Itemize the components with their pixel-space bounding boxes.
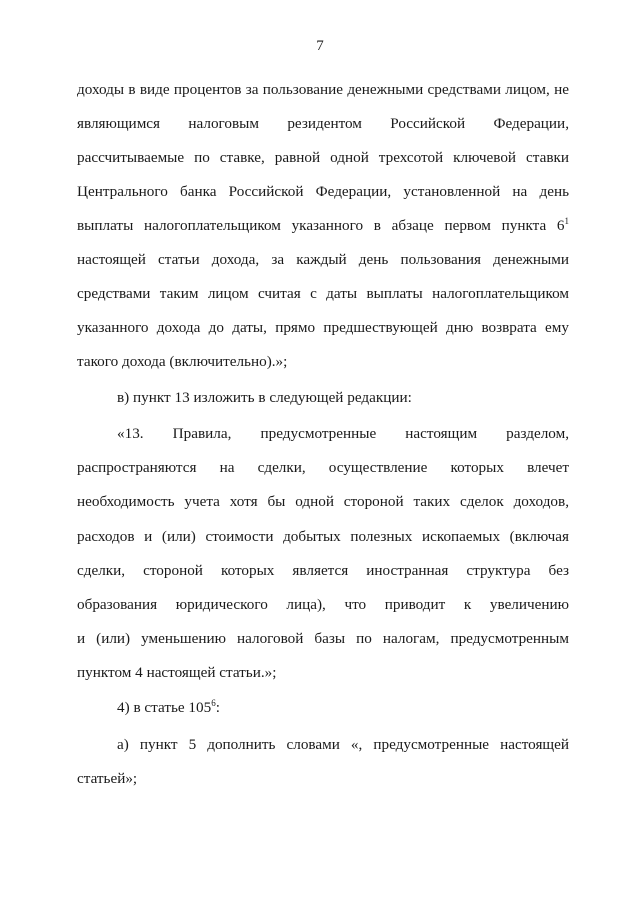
text-line: сделки, стороной которых является иностранная структура без <box>77 562 569 579</box>
text-line: такого дохода (включительно).»; <box>77 353 288 370</box>
text-line: образования юридического лица), что приводит к увеличению <box>77 596 569 613</box>
text-line: «13. Правила, предусмотренные настоящим разделом, <box>117 425 569 442</box>
page-number: 7 <box>316 38 324 54</box>
text-line: являющимся налоговым резидентом Российской Федерации, <box>77 115 569 132</box>
superscript: 6 <box>211 697 216 708</box>
text-line: расходов и (или) стоимости добытых полезных ископаемых (включая <box>77 528 569 545</box>
text-line: настоящей статьи дохода, за каждый день пользования денежными <box>77 251 569 268</box>
text-line: Центрального банка Российской Федерации, установленной на день <box>77 183 569 200</box>
text-line: распространяются на сделки, осуществление которых влечет <box>77 459 569 476</box>
text-line <box>117 698 569 718</box>
text-line-part: 4) в статье 105 <box>117 699 212 716</box>
text-line: рассчитываемые по ставке, равной одной трехсотой ключевой ставки <box>77 149 569 166</box>
text-line-part: выплаты налогоплательщиком указанного в абзаце первом пункта 6 <box>77 217 565 234</box>
text-line <box>77 216 569 236</box>
text-line-suffix: : <box>215 699 220 716</box>
text-line: статьей»; <box>77 770 138 787</box>
text-line: средствами таким лицом считая с даты выплаты налогоплательщиком <box>77 285 569 302</box>
text-line: необходимость учета хотя бы одной стороной таких сделок доходов, <box>77 493 569 510</box>
text-line: в) пункт 13 изложить в следующей редакции: <box>117 389 412 406</box>
text-line: указанного дохода до даты, прямо предшествующей дню возврата ему <box>77 319 569 336</box>
text-line: а) пункт 5 дополнить словами «, предусмотренные настоящей <box>117 736 569 753</box>
superscript: 1 <box>564 215 569 226</box>
text-line: и (или) уменьшению налоговой базы по налогам, предусмотренным <box>77 630 569 647</box>
text-line: доходы в виде процентов за пользование денежными средствами лицом, не <box>77 81 569 98</box>
text-line: пунктом 4 настоящей статьи.»; <box>77 664 277 681</box>
